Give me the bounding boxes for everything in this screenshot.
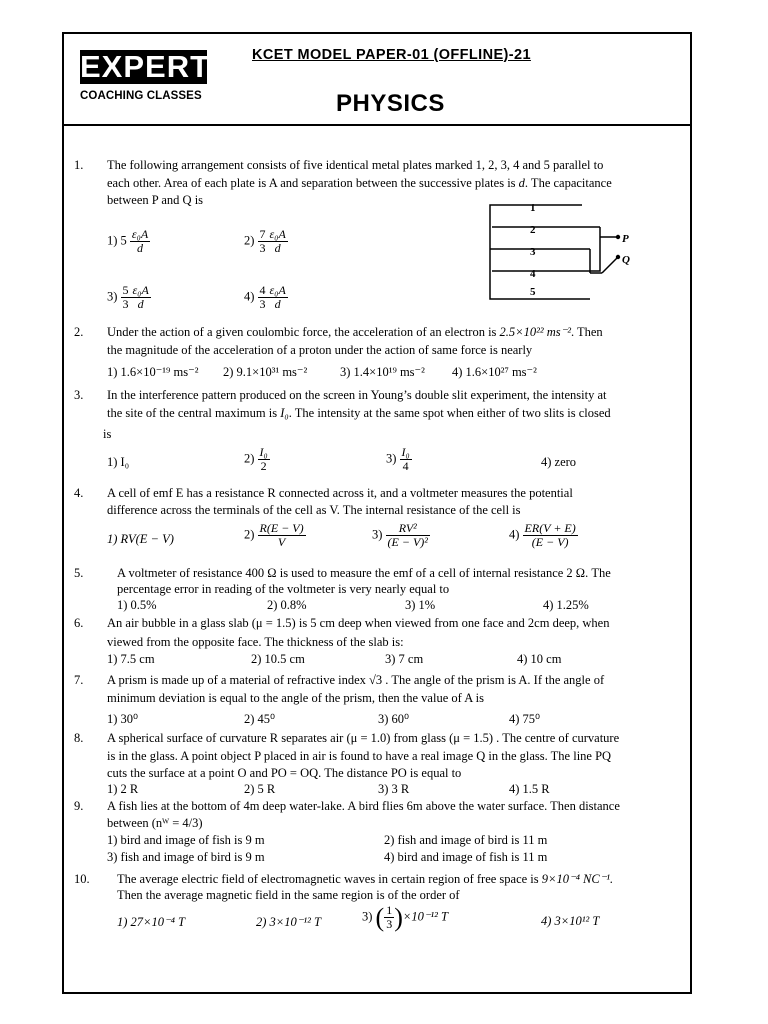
symbol-i0: I₀ bbox=[280, 406, 289, 420]
option-1[interactable]: 1) I₀ bbox=[107, 455, 130, 469]
question-text: between (nᵂ = 4/3) bbox=[107, 816, 203, 830]
terminal-q-dot bbox=[616, 255, 620, 259]
logo-wordmark: EXPERT bbox=[80, 49, 211, 84]
question-text: The following arrangement consists of five identical metal plates marked 1, 2, 3, 4 and 5 parallel to bbox=[107, 158, 604, 172]
question-number: 4. bbox=[74, 486, 84, 500]
capacitor-plates-figure bbox=[472, 199, 642, 311]
option-2[interactable]: 2) 10.5 cm bbox=[251, 652, 305, 666]
option-3[interactable]: 3) 7 cm bbox=[385, 652, 424, 666]
symbol-d: d bbox=[518, 176, 525, 190]
plate-label: 5 bbox=[530, 286, 536, 298]
question-text: is bbox=[103, 427, 112, 441]
question-number: 7. bbox=[74, 673, 84, 687]
option-4[interactable]: 4) $\frac{4}{3}$ $\frac{\text{ε₀A}}{d}$ bbox=[244, 283, 286, 311]
option-2[interactable]: 2) $\frac{\text{I₀}}{2}$ bbox=[244, 445, 268, 473]
option-3[interactable]: 3) $\frac{5}{3}$ $\frac{\text{ε₀A}}{d}$ bbox=[107, 283, 149, 311]
question-text: cuts the surface at a point O and PO = OQ. The distance PO is equal to bbox=[107, 766, 462, 780]
option-2[interactable]: 2) 5 R bbox=[244, 782, 276, 796]
logo-subtitle: COACHING CLASSES bbox=[80, 90, 202, 102]
question-text: A spherical surface of curvature R separates air (μ = 1.0) from glass (μ = 1.5) . The centre of curvature bbox=[107, 731, 620, 745]
option-2[interactable]: 2) 3×10⁻¹² T bbox=[256, 915, 321, 929]
given-value: 9×10⁻⁴ NC⁻¹. bbox=[541, 872, 614, 886]
option-1[interactable]: 1) bird and image of fish is 9 m bbox=[107, 833, 265, 847]
question-number: 1. bbox=[74, 158, 84, 172]
question-text: A cell of emf E has a resistance R connected across it, and a voltmeter measures the potential bbox=[107, 486, 573, 500]
option-1[interactable]: 1) 0.5% bbox=[117, 598, 157, 612]
question-text: between P and Q is bbox=[107, 193, 204, 207]
option-4[interactable]: 4) 1.25% bbox=[543, 598, 589, 612]
question-text: An air bubble in a glass slab (μ = 1.5) is 5 cm deep when viewed from one face and 2cm deep, when bbox=[107, 616, 610, 630]
option-2[interactable]: 2) fish and image of bird is 11 m bbox=[384, 833, 548, 847]
option-4[interactable]: 4) zero bbox=[541, 455, 577, 469]
option-1[interactable]: 1) 27×10⁻⁴ T bbox=[117, 915, 185, 929]
plate-label: 2 bbox=[530, 224, 536, 236]
option-2[interactable]: 2) 45⁰ bbox=[244, 712, 276, 726]
option-3[interactable]: 3) 3 R bbox=[378, 782, 410, 796]
question-text: the site of the central maximum is I₀. The intensity at the same spot when either of two slits is closed bbox=[107, 406, 611, 420]
option-3[interactable]: 3) 60⁰ bbox=[378, 712, 410, 726]
option-1[interactable]: 1) 30⁰ bbox=[107, 712, 139, 726]
option-3[interactable]: 3) fish and image of bird is 9 m bbox=[107, 850, 265, 864]
option-4[interactable]: 4) $\frac{ER(V + E)}{(E - V)}$ bbox=[509, 521, 576, 549]
question-text: Then the average magnetic field in the same region is of the order of bbox=[117, 888, 460, 902]
left-connector bbox=[490, 205, 512, 299]
terminal-q-label: Q bbox=[622, 254, 630, 266]
question-text: each other. Area of each plate is A and separation between the successive plates is d. The capacitance bbox=[107, 176, 612, 190]
option-4[interactable]: 4) bird and image of fish is 11 m bbox=[384, 850, 548, 864]
header-divider bbox=[62, 124, 692, 126]
subject-title: PHYSICS bbox=[336, 90, 445, 117]
terminal-p-dot bbox=[616, 235, 620, 239]
option-3[interactable]: 3) $\frac{\text{I₀}}{4}$ bbox=[386, 445, 410, 473]
question-number: 6. bbox=[74, 616, 84, 630]
option-1[interactable]: 1) 1.6×10⁻¹⁹ ms⁻² bbox=[107, 365, 199, 379]
question-text: is in the glass. A point object P placed in air is found to have a real image Q in the glass. The line PQ bbox=[107, 749, 612, 763]
paper-title: KCET MODEL PAPER-01 (OFFLINE)-21 bbox=[252, 47, 531, 63]
question-number: 8. bbox=[74, 731, 84, 745]
question-number: 10. bbox=[74, 872, 90, 886]
option-4[interactable]: 4) 10 cm bbox=[517, 652, 562, 666]
plate-label: 1 bbox=[530, 202, 536, 214]
question-text: Under the action of a given coulombic force, the acceleration of an electron is 2.5×10²² ms⁻². Then bbox=[107, 325, 603, 339]
question-text: In the interference pattern produced on the screen in Young’s double slit experiment, the intensity at bbox=[107, 388, 607, 402]
option-2[interactable]: 2) 0.8% bbox=[267, 598, 307, 612]
expert-logo bbox=[80, 49, 211, 110]
option-1[interactable]: 1) RV(E − V) bbox=[107, 532, 174, 546]
option-2[interactable]: 2) $\frac{R(E - V)}{V}$ bbox=[244, 521, 304, 549]
question-number: 9. bbox=[74, 799, 84, 813]
option-2[interactable]: 2) $\frac{7}{3}$ $\frac{\text{ε₀A}}{d}$ bbox=[244, 227, 286, 255]
option-1[interactable]: 1) 7.5 cm bbox=[107, 652, 155, 666]
question-text: viewed from the opposite face. The thickness of the slab is: bbox=[107, 635, 404, 649]
terminal-p-label: P bbox=[622, 233, 629, 245]
given-value: 2.5×10²² ms⁻² bbox=[499, 325, 571, 339]
question-number: 3. bbox=[74, 388, 84, 402]
option-4[interactable]: 4) 75⁰ bbox=[509, 712, 541, 726]
question-text: A fish lies at the bottom of 4m deep water-lake. A bird flies 6m above the water surface. Then distance bbox=[107, 799, 620, 813]
plate-label: 4 bbox=[530, 268, 536, 280]
question-text: the magnitude of the acceleration of a proton under the action of same force is nearly bbox=[107, 343, 533, 357]
option-1[interactable]: 1) 5 $\frac{\text{ε₀A}}{d}$ bbox=[107, 227, 149, 255]
option-2[interactable]: 2) 9.1×10³¹ ms⁻² bbox=[223, 365, 308, 379]
option-1[interactable]: 1) 2 R bbox=[107, 782, 139, 796]
question-number: 2. bbox=[74, 325, 84, 339]
question-text: difference across the terminals of the cell as V. The internal resistance of the cell is bbox=[107, 503, 521, 517]
question-text: A voltmeter of resistance 400 Ω is used to measure the emf of a cell of internal resistance 2 Ω. The bbox=[117, 566, 611, 580]
plate-label: 3 bbox=[530, 246, 536, 258]
question-text: A prism is made up of a material of refractive index √3 . The angle of the prism is A. If the angle of bbox=[107, 673, 605, 687]
question-text: minimum deviation is equal to the angle of the prism, then the value of A is bbox=[107, 691, 485, 705]
option-3[interactable]: 3) ( $\frac{1}{3}$ )×10⁻¹² T bbox=[362, 902, 448, 932]
question-text: The average electric field of electromagnetic waves in certain region of free space is 9×10⁻⁴ NC⁻¹. bbox=[117, 872, 614, 886]
option-3[interactable]: 3) 1.4×10¹⁹ ms⁻² bbox=[340, 365, 425, 379]
option-4[interactable]: 4) 1.6×10²⁷ ms⁻² bbox=[452, 365, 537, 379]
question-number: 5. bbox=[74, 566, 84, 580]
option-4[interactable]: 4) 3×10¹² T bbox=[541, 914, 600, 928]
question-text: percentage error in reading of the voltmeter is very nearly equal to bbox=[117, 582, 450, 596]
option-4[interactable]: 4) 1.5 R bbox=[509, 782, 550, 796]
option-3[interactable]: 3) $\frac{\text{RV²}}{\text{(E − V)²}}$ bbox=[372, 521, 428, 549]
option-3[interactable]: 3) 1% bbox=[405, 598, 436, 612]
